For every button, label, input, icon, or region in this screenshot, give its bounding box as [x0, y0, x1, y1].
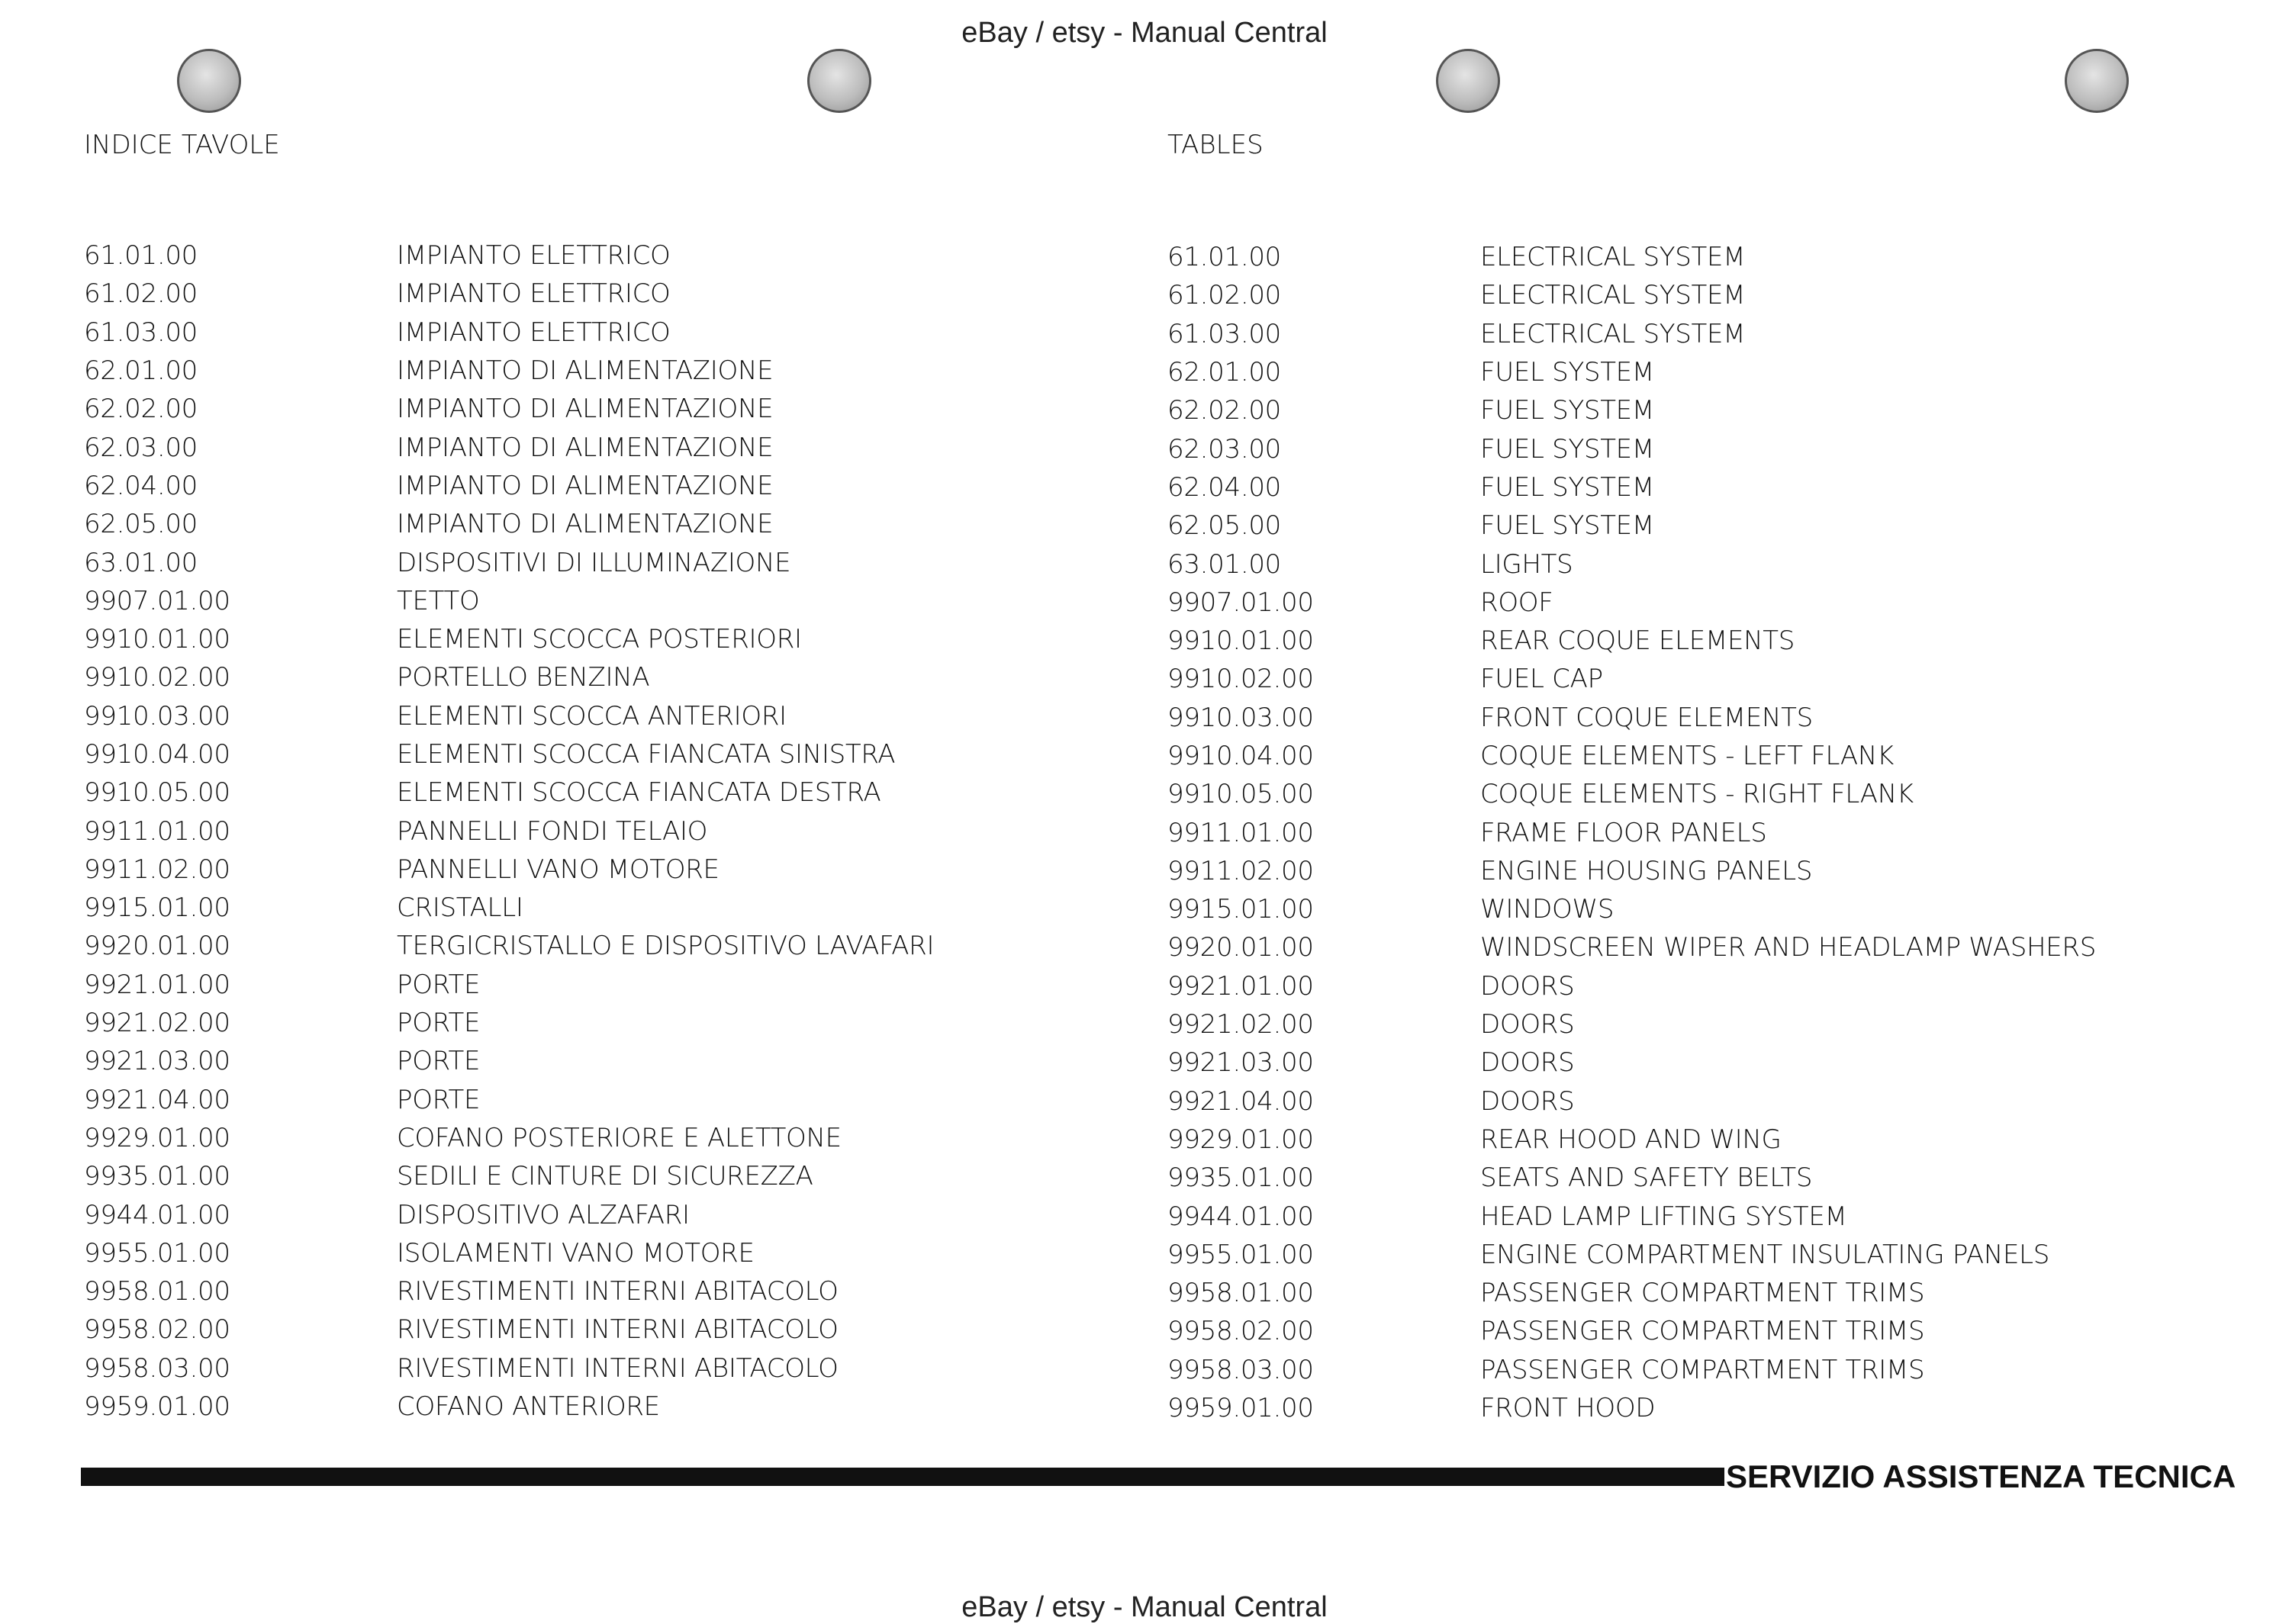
- table-title: REAR HOOD AND WING: [1480, 1124, 1782, 1155]
- table-code: 9911.01.00: [1167, 817, 1314, 848]
- list-item: [84, 1081, 934, 1119]
- table-code: 9910.03.00: [1167, 702, 1314, 733]
- table-code: 62.02.00: [84, 394, 198, 425]
- list-item: [1167, 391, 2096, 429]
- table-title: PANNELLI VANO MOTORE: [397, 854, 720, 885]
- list-item: [84, 428, 934, 466]
- footer-label: SERVIZIO ASSISTENZA TECNICA: [1726, 1458, 2236, 1494]
- table-title: FUEL SYSTEM: [1480, 357, 1654, 388]
- table-code: 9955.01.00: [1167, 1239, 1314, 1270]
- table-title: TERGICRISTALLO E DISPOSITIVO LAVAFARI: [397, 931, 935, 962]
- table-title: ELECTRICAL SYSTEM: [1480, 280, 1746, 311]
- table-title: IMPIANTO DI ALIMENTAZIONE: [397, 394, 774, 425]
- table-code: 9958.02.00: [1167, 1316, 1314, 1347]
- table-code: 9944.01.00: [1167, 1201, 1314, 1232]
- table-code: 9958.03.00: [1167, 1354, 1314, 1385]
- table-code: 9959.01.00: [1167, 1393, 1314, 1424]
- list-item: [84, 927, 934, 965]
- footer-rule: [81, 1468, 1724, 1486]
- list-item: [84, 275, 934, 313]
- table-code: 9958.01.00: [84, 1276, 230, 1307]
- table-title: RIVESTIMENTI INTERNI ABITACOLO: [397, 1314, 839, 1346]
- list-item: [84, 1004, 934, 1042]
- table-title: PASSENGER COMPARTMENT TRIMS: [1480, 1354, 1925, 1385]
- table-title: PORTE: [397, 969, 481, 1000]
- table-code: 9958.02.00: [84, 1314, 230, 1346]
- table-title: IMPIANTO DI ALIMENTAZIONE: [397, 432, 774, 463]
- list-item: [1167, 813, 2096, 851]
- table-code: 9921.02.00: [1167, 1009, 1314, 1040]
- table-title: ELECTRICAL SYSTEM: [1480, 242, 1746, 273]
- list-item: [1167, 1236, 2096, 1274]
- list-item: [84, 1349, 934, 1388]
- table-code: 9910.05.00: [1167, 779, 1314, 810]
- table-title: FUEL CAP: [1480, 664, 1603, 695]
- table-code: 9911.01.00: [84, 815, 230, 847]
- table-title: REAR COQUE ELEMENTS: [1480, 625, 1795, 657]
- table-code: 9911.02.00: [84, 854, 230, 885]
- table-title: SEDILI E CINTURE DI SICUREZZA: [397, 1161, 813, 1192]
- table-code: 62.05.00: [84, 509, 198, 540]
- list-item: [84, 467, 934, 505]
- list-item: [84, 1042, 934, 1080]
- table-title: ELEMENTI SCOCCA POSTERIORI: [397, 624, 802, 655]
- table-code: 9955.01.00: [84, 1237, 230, 1269]
- list-item: [1167, 315, 2096, 353]
- punch-hole-icon: [1436, 49, 1500, 113]
- table-code: 9907.01.00: [84, 585, 230, 616]
- table-code: 9958.03.00: [84, 1352, 230, 1384]
- list-item: [84, 735, 934, 773]
- table-code: 9935.01.00: [1167, 1163, 1314, 1194]
- list-item: [84, 505, 934, 543]
- left-heading: INDICE TAVOLE: [84, 130, 280, 160]
- list-item: [1167, 622, 2096, 660]
- table-title: PORTE: [397, 1084, 481, 1115]
- punch-hole-icon: [177, 49, 241, 113]
- table-title: FUEL SYSTEM: [1480, 510, 1654, 542]
- table-code: 61.02.00: [84, 278, 198, 310]
- table-code: 63.01.00: [1167, 548, 1282, 580]
- table-title: ENGINE COMPARTMENT INSULATING PANELS: [1480, 1239, 2050, 1270]
- list-item: [84, 697, 934, 735]
- list-item: [84, 851, 934, 889]
- list-item: [84, 658, 934, 696]
- table-title: FUEL SYSTEM: [1480, 433, 1654, 465]
- table-title: ENGINE HOUSING PANELS: [1480, 855, 1813, 886]
- list-item: [1167, 1005, 2096, 1044]
- table-code: 9920.01.00: [84, 931, 230, 962]
- table-title: PORTE: [397, 1046, 481, 1077]
- table-code: 9921.01.00: [84, 969, 230, 1000]
- table-title: ELEMENTI SCOCCA ANTERIORI: [397, 700, 787, 732]
- list-item: [84, 1119, 934, 1157]
- table-code: 9921.03.00: [1167, 1047, 1314, 1079]
- list-item: [1167, 967, 2096, 1005]
- table-code: 9910.03.00: [84, 700, 230, 732]
- table-title: DOORS: [1480, 1085, 1575, 1117]
- list-item: [84, 773, 934, 812]
- table-title: COFANO ANTERIORE: [397, 1391, 660, 1423]
- table-code: 9921.01.00: [1167, 970, 1314, 1002]
- table-code: 9910.02.00: [84, 662, 230, 693]
- table-code: 62.05.00: [1167, 510, 1282, 542]
- table-code: 9921.04.00: [1167, 1085, 1314, 1117]
- list-item: [1167, 238, 2096, 276]
- list-item: [1167, 1159, 2096, 1197]
- table-code: 62.04.00: [1167, 471, 1282, 503]
- table-title: PANNELLI FONDI TELAIO: [397, 815, 708, 847]
- table-title: PORTELLO BENZINA: [397, 662, 650, 693]
- table-title: ROOF: [1480, 587, 1553, 618]
- table-code: 63.01.00: [84, 547, 198, 578]
- list-item: [1167, 506, 2096, 545]
- table-title: DOORS: [1480, 1047, 1575, 1079]
- list-item: [84, 352, 934, 390]
- table-code: 61.01.00: [1167, 242, 1282, 273]
- table-title: CRISTALLI: [397, 892, 523, 924]
- table-code: 62.03.00: [84, 432, 198, 463]
- table-index-english: [1167, 238, 2096, 1427]
- table-title: ELEMENTI SCOCCA FIANCATA SINISTRA: [397, 739, 896, 770]
- list-item: [84, 1310, 934, 1349]
- table-code: 62.01.00: [1167, 357, 1282, 388]
- list-item: [1167, 276, 2096, 314]
- list-item: [1167, 1197, 2096, 1235]
- list-item: [84, 1234, 934, 1272]
- list-item: [84, 236, 934, 275]
- punch-hole-icon: [2065, 49, 2129, 113]
- table-title: IMPIANTO DI ALIMENTAZIONE: [397, 355, 774, 387]
- list-item: [1167, 1351, 2096, 1389]
- table-title: WINDSCREEN WIPER AND HEADLAMP WASHERS: [1480, 932, 2097, 963]
- list-item: [1167, 1044, 2096, 1082]
- list-item: [84, 1388, 934, 1426]
- list-item: [1167, 1121, 2096, 1159]
- table-code: 61.03.00: [1167, 318, 1282, 349]
- list-item: [1167, 890, 2096, 928]
- table-code: 9910.04.00: [84, 739, 230, 770]
- table-code: 9910.02.00: [1167, 664, 1314, 695]
- list-item: [84, 812, 934, 850]
- table-code: 9907.01.00: [1167, 587, 1314, 618]
- table-code: 62.02.00: [1167, 395, 1282, 426]
- punch-hole-icon: [807, 49, 871, 113]
- list-item: [84, 620, 934, 658]
- table-title: FRAME FLOOR PANELS: [1480, 817, 1767, 848]
- table-code: 9910.04.00: [1167, 741, 1314, 771]
- watermark-top: eBay / etsy - Manual Central: [961, 17, 1328, 49]
- table-code: 9959.01.00: [84, 1391, 230, 1423]
- list-item: [1167, 1312, 2096, 1350]
- list-item: [1167, 468, 2096, 506]
- list-item: [84, 314, 934, 352]
- table-code: 61.01.00: [84, 240, 198, 272]
- table-code: 9935.01.00: [84, 1161, 230, 1192]
- list-item: [1167, 775, 2096, 813]
- table-title: WINDOWS: [1480, 894, 1615, 925]
- table-code: 61.02.00: [1167, 280, 1282, 311]
- table-title: TETTO: [397, 585, 480, 616]
- table-code: 62.01.00: [84, 355, 198, 387]
- table-code: 9915.01.00: [1167, 894, 1314, 925]
- table-code: 9910.05.00: [84, 777, 230, 809]
- list-item: [84, 889, 934, 927]
- table-title: ELECTRICAL SYSTEM: [1480, 318, 1746, 349]
- table-title: FRONT HOOD: [1480, 1393, 1656, 1424]
- table-title: IMPIANTO ELETTRICO: [397, 317, 671, 348]
- watermark-bottom: eBay / etsy - Manual Central: [961, 1591, 1328, 1623]
- table-title: IMPIANTO ELETTRICO: [397, 278, 671, 310]
- table-code: 9929.01.00: [1167, 1124, 1314, 1155]
- table-code: 9921.03.00: [84, 1046, 230, 1077]
- table-code: 9915.01.00: [84, 892, 230, 924]
- table-title: FUEL SYSTEM: [1480, 395, 1654, 426]
- table-code: 9921.04.00: [84, 1084, 230, 1115]
- table-code: 61.03.00: [84, 317, 198, 348]
- table-code: 9911.02.00: [1167, 855, 1314, 886]
- list-item: [84, 1272, 934, 1310]
- list-item: [1167, 852, 2096, 890]
- table-code: 9958.01.00: [1167, 1278, 1314, 1309]
- table-title: COQUE ELEMENTS - LEFT FLANK: [1480, 741, 1894, 771]
- table-title: ISOLAMENTI VANO MOTORE: [397, 1237, 755, 1269]
- list-item: [1167, 353, 2096, 391]
- table-title: SEATS AND SAFETY BELTS: [1480, 1163, 1813, 1194]
- list-item: [1167, 928, 2096, 966]
- table-title: FUEL SYSTEM: [1480, 471, 1654, 503]
- right-heading: TABLES: [1167, 130, 1264, 160]
- table-title: ELEMENTI SCOCCA FIANCATA DESTRA: [397, 777, 881, 809]
- table-index-italian: [84, 236, 934, 1426]
- table-title: IMPIANTO DI ALIMENTAZIONE: [397, 509, 774, 540]
- table-title: RIVESTIMENTI INTERNI ABITACOLO: [397, 1276, 839, 1307]
- list-item: [84, 543, 934, 581]
- table-title: DISPOSITIVI DI ILLUMINAZIONE: [397, 547, 791, 578]
- table-title: DOORS: [1480, 1009, 1575, 1040]
- table-title: RIVESTIMENTI INTERNI ABITACOLO: [397, 1352, 839, 1384]
- table-title: LIGHTS: [1480, 548, 1573, 580]
- table-code: 9910.01.00: [84, 624, 230, 655]
- list-item: [84, 1195, 934, 1233]
- list-item: [84, 390, 934, 428]
- table-code: 9929.01.00: [84, 1122, 230, 1153]
- list-item: [1167, 737, 2096, 775]
- table-code: 9920.01.00: [1167, 932, 1314, 963]
- table-title: PASSENGER COMPARTMENT TRIMS: [1480, 1316, 1925, 1347]
- list-item: [1167, 429, 2096, 468]
- list-item: [84, 966, 934, 1004]
- list-item: [1167, 699, 2096, 737]
- table-title: DOORS: [1480, 970, 1575, 1002]
- table-code: 62.04.00: [84, 470, 198, 501]
- table-code: 9921.02.00: [84, 1008, 230, 1039]
- table-code: 9944.01.00: [84, 1199, 230, 1230]
- list-item: [1167, 1274, 2096, 1312]
- table-title: DISPOSITIVO ALZAFARI: [397, 1199, 690, 1230]
- table-title: IMPIANTO DI ALIMENTAZIONE: [397, 470, 774, 501]
- table-title: PORTE: [397, 1008, 481, 1039]
- table-code: 62.03.00: [1167, 433, 1282, 465]
- table-title: FRONT COQUE ELEMENTS: [1480, 702, 1813, 733]
- list-item: [1167, 1082, 2096, 1121]
- table-title: IMPIANTO ELETTRICO: [397, 240, 671, 272]
- list-item: [84, 582, 934, 620]
- list-item: [1167, 584, 2096, 622]
- table-title: HEAD LAMP LIFTING SYSTEM: [1480, 1201, 1847, 1232]
- list-item: [1167, 660, 2096, 698]
- table-code: 9910.01.00: [1167, 625, 1314, 657]
- table-title: COFANO POSTERIORE E ALETTONE: [397, 1122, 842, 1153]
- list-item: [1167, 545, 2096, 583]
- table-title: PASSENGER COMPARTMENT TRIMS: [1480, 1278, 1925, 1309]
- list-item: [1167, 1389, 2096, 1427]
- list-item: [84, 1157, 934, 1195]
- table-title: COQUE ELEMENTS - RIGHT FLANK: [1480, 779, 1914, 810]
